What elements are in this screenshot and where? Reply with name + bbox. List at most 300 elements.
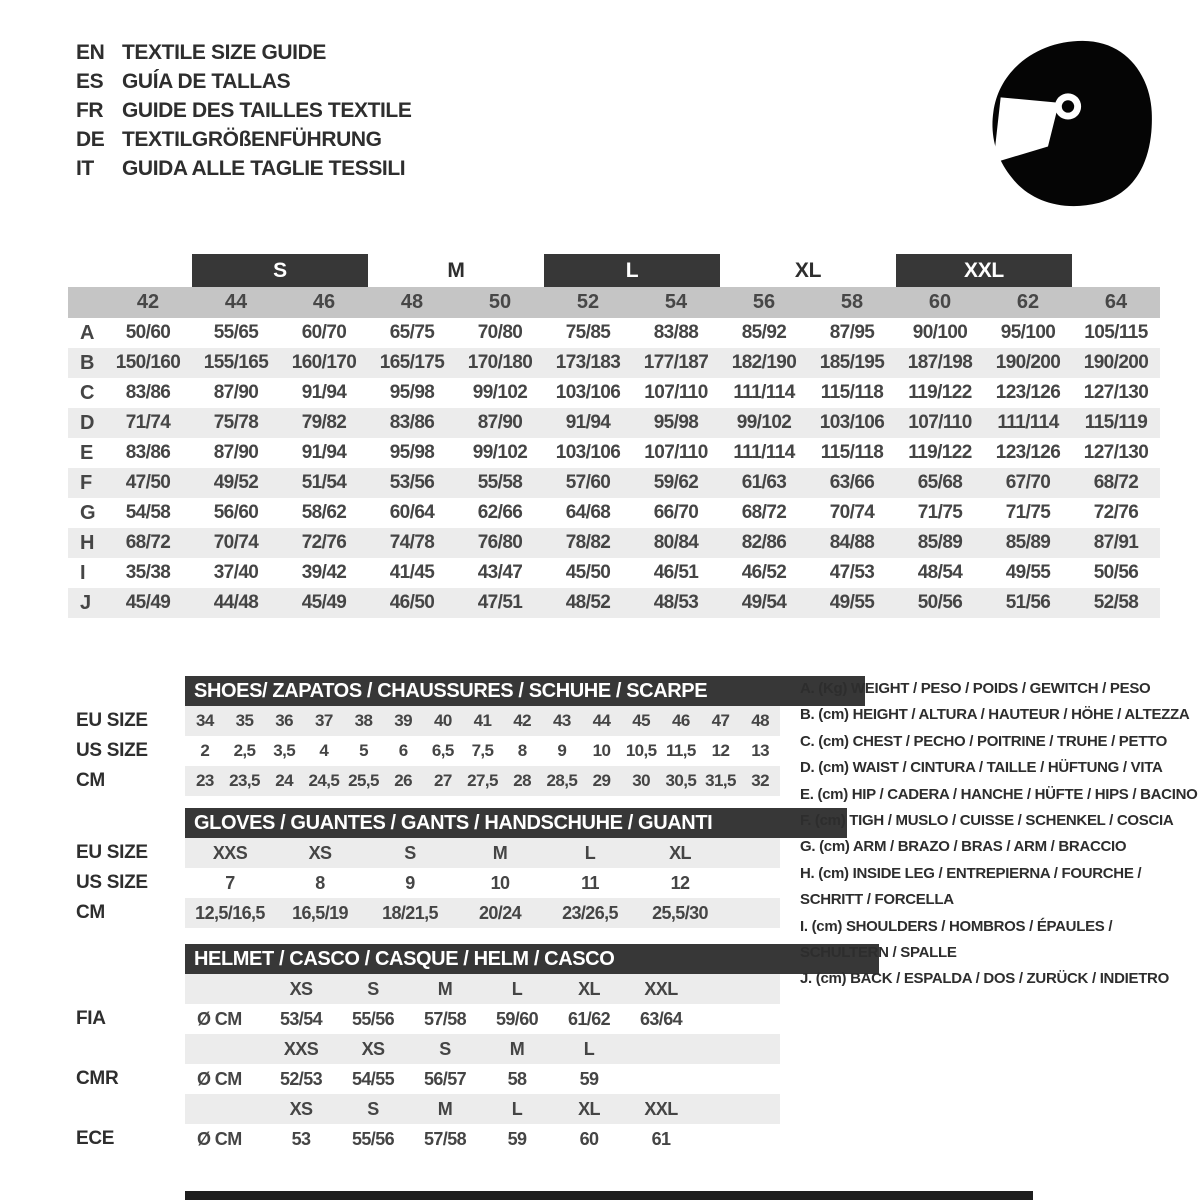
size-value: 55/58 (477, 472, 523, 493)
size-value: 55/65 (213, 322, 259, 343)
value-cell: 36 (275, 711, 294, 730)
size-group-label: S (192, 254, 368, 287)
size-number: 64 (1104, 291, 1128, 313)
value-cell: 40 (433, 711, 452, 730)
size-value: 45/49 (301, 592, 347, 613)
size-value: 99/102 (472, 442, 528, 463)
size-value: 46/51 (653, 562, 699, 583)
size-value: 50/56 (1093, 562, 1139, 583)
size-value: 119/122 (908, 442, 972, 463)
size-value: 47/53 (829, 562, 875, 583)
size-value: 51/54 (301, 472, 347, 493)
size-value: 63/66 (829, 472, 875, 493)
size-value: 39/42 (301, 562, 347, 583)
size-value: 41/45 (389, 562, 435, 583)
value-cell: 4 (319, 741, 329, 760)
value-cell: XS (308, 842, 332, 863)
value-cell: 12 (711, 741, 730, 760)
helmet-values-row (68, 1124, 780, 1154)
value-cell: 24,5 (308, 771, 340, 790)
value-cell: 28,5 (546, 771, 578, 790)
size-value: 99/102 (736, 412, 792, 433)
helmet-size-label: XS (361, 1038, 385, 1059)
value-cell: 35 (235, 711, 254, 730)
row-values (185, 766, 780, 796)
helmet-size-value: 53 (291, 1128, 311, 1149)
value-cell: 2 (200, 741, 210, 760)
size-value: 46/50 (389, 592, 435, 613)
size-value: 105/115 (1084, 322, 1148, 343)
size-value: 127/130 (1083, 442, 1149, 463)
helmet-size-label: XXL (644, 1098, 678, 1119)
size-value: 44/48 (213, 592, 259, 613)
helmet-sizes-row (68, 974, 780, 1004)
size-group-header-row (68, 254, 1160, 287)
size-value: 95/98 (653, 412, 699, 433)
legend-item: A. (Kg) WEIGHT / PESO / POIDS / GEWITCH / PESO (800, 680, 1151, 697)
value-cell: 10 (490, 872, 510, 893)
helmet-size-value: 58 (507, 1068, 527, 1089)
row-letter: H (80, 531, 95, 554)
size-number: 60 (928, 291, 952, 313)
helmet-size-label: L (511, 978, 523, 999)
size-value: 70/74 (829, 502, 875, 523)
size-value: 37/40 (213, 562, 259, 583)
legend-item: H. (cm) INSIDE LEG / ENTREPIERNA / FOURCHE / SCHRITT / FORCELLA (800, 864, 1142, 909)
size-value: 84/88 (829, 532, 875, 553)
size-value: 45/50 (565, 562, 611, 583)
legend-item: F. (cm) TIGH / MUSLO / CUISSE / SCHENKEL / COSCIA (800, 812, 1174, 830)
size-group-label: M (447, 258, 465, 282)
language-code: EN (76, 41, 105, 64)
size-value: 57/60 (565, 472, 611, 493)
size-value: 74/78 (389, 532, 435, 553)
value-cell: 30 (632, 771, 651, 790)
size-value: 65/68 (917, 472, 963, 493)
helmet-sizes (185, 1094, 780, 1124)
size-value: 87/95 (829, 322, 875, 343)
size-value: 103/106 (819, 412, 885, 433)
helmet-size-label: L (511, 1098, 523, 1119)
gloves-rows (68, 838, 780, 928)
helmet-sizes (185, 974, 780, 1004)
value-cell: 9 (405, 872, 415, 893)
value-cell: 46 (671, 711, 690, 730)
size-number: 50 (488, 291, 512, 313)
size-value: 60/70 (301, 322, 347, 343)
row-letter: G (80, 501, 96, 524)
row-label: US SIZE (76, 740, 148, 761)
size-value: 185/195 (819, 352, 885, 373)
helmet-icon-svg (972, 30, 1164, 212)
size-value: 70/74 (213, 532, 259, 553)
row-letter: B (80, 351, 95, 374)
value-cell: 27 (433, 771, 452, 790)
sub-table-row (68, 868, 780, 898)
size-value: 150/160 (115, 352, 181, 373)
row-label: CM (76, 902, 105, 923)
row-values (185, 868, 780, 898)
row-values (185, 898, 780, 928)
value-cell: 31,5 (705, 771, 736, 790)
row-values (185, 706, 780, 736)
size-value: 190/200 (995, 352, 1061, 373)
row-letter: F (80, 471, 93, 494)
row-values (185, 838, 780, 868)
helmet-table-title: HELMET / CASCO / CASQUE / HELM / CASCO (185, 944, 879, 974)
row-label: EU SIZE (76, 710, 148, 731)
value-cell: 32 (751, 771, 770, 790)
size-value: 54/58 (125, 502, 171, 523)
helmet-values (185, 1004, 780, 1034)
helmet-sizes (185, 1034, 780, 1064)
helmet-size-label: XS (289, 978, 313, 999)
size-value: 85/92 (741, 322, 787, 343)
size-value: 60/64 (389, 502, 435, 523)
size-value: 47/51 (477, 592, 523, 613)
size-value: 91/94 (565, 412, 611, 433)
size-value: 82/86 (741, 532, 787, 553)
size-value: 35/38 (125, 562, 171, 583)
sub-table-row (68, 838, 780, 868)
helmet-size-value: 59/60 (495, 1008, 539, 1029)
size-value: 111/114 (733, 382, 795, 403)
size-number: 52 (576, 291, 600, 313)
size-value: 43/47 (477, 562, 523, 583)
helmet-size-value: 55/56 (351, 1008, 395, 1029)
value-cell: 6 (398, 741, 408, 760)
row-letter: J (80, 591, 92, 614)
size-value: 76/80 (477, 532, 523, 553)
size-value: 90/100 (912, 322, 968, 343)
size-value: 115/119 (1084, 412, 1148, 433)
helmet-size-value: 61/62 (567, 1008, 611, 1029)
size-value: 53/56 (389, 472, 435, 493)
helmet-size-label: XL (578, 1098, 600, 1119)
size-value: 91/94 (301, 442, 347, 463)
helmet-size-value: 60 (579, 1128, 599, 1149)
helmet-size-value: 57/58 (423, 1008, 467, 1029)
size-value: 115/118 (820, 442, 884, 463)
value-cell: 25,5/30 (652, 902, 708, 923)
value-cell: 29 (592, 771, 611, 790)
value-cell: 3,5 (273, 741, 296, 760)
value-cell: 10 (592, 741, 611, 760)
helmet-icon (972, 30, 1164, 212)
value-cell: 6,5 (431, 741, 454, 760)
value-cell: 42 (513, 711, 532, 730)
helmet-size-value: 61 (651, 1128, 671, 1149)
value-cell: 34 (195, 711, 214, 730)
size-value: 56/60 (213, 502, 259, 523)
measurement-row (68, 318, 1160, 348)
size-value: 72/76 (1093, 502, 1139, 523)
value-cell: 24 (275, 771, 294, 790)
size-value: 95/98 (389, 382, 435, 403)
value-cell: 23/26,5 (562, 902, 618, 923)
size-number: 48 (400, 291, 424, 313)
size-value: 65/75 (389, 322, 435, 343)
size-value: 75/78 (213, 412, 259, 433)
size-value: 67/70 (1005, 472, 1051, 493)
value-cell: 38 (354, 711, 373, 730)
language-code: DE (76, 128, 105, 151)
value-cell: 23 (195, 771, 214, 790)
value-cell: 7,5 (471, 741, 494, 760)
size-value: 187/198 (907, 352, 973, 373)
helmet-size-label: XXL (644, 978, 678, 999)
size-value: 119/122 (908, 382, 972, 403)
measurement-row (68, 408, 1160, 438)
size-number: 54 (664, 291, 688, 313)
size-value: 83/86 (389, 412, 435, 433)
size-value: 78/82 (565, 532, 611, 553)
shoes-rows (68, 706, 780, 796)
helmet-sizes-row (68, 1034, 780, 1064)
language-code: IT (76, 157, 94, 180)
measurement-legend (800, 676, 1200, 993)
size-value: 49/52 (213, 472, 259, 493)
measurement-rows (68, 318, 1160, 618)
value-cell: 37 (314, 711, 333, 730)
row-label: CM (76, 770, 105, 791)
size-value: 87/90 (477, 412, 523, 433)
sub-table-row (68, 706, 780, 736)
sub-table-row (68, 736, 780, 766)
size-value: 103/106 (555, 382, 621, 403)
size-value: 83/86 (125, 382, 171, 403)
legend-item: D. (cm) WAIST / CINTURA / TAILLE / HÜFTUNG / VITA (800, 759, 1163, 777)
size-number: 42 (136, 291, 160, 313)
helmet-values (185, 1124, 780, 1154)
diameter-prefix: Ø CM (197, 1008, 242, 1029)
size-value: 170/180 (467, 352, 533, 373)
size-value: 173/183 (555, 352, 621, 373)
row-label (68, 974, 185, 1004)
size-value: 59/62 (653, 472, 699, 493)
size-value: 107/110 (908, 412, 972, 433)
helmet-size-value: 55/56 (351, 1128, 395, 1149)
row-label (68, 1034, 185, 1064)
gloves-table-title: GLOVES / GUANTES / GANTS / HANDSCHUHE / GUANTI (185, 808, 847, 838)
size-value: 71/75 (1005, 502, 1051, 523)
value-cell: 7 (225, 872, 235, 893)
size-value: 51/56 (1005, 592, 1051, 613)
legend-item: J. (cm) BACK / ESPALDA / DOS / ZURÜCK / INDIETRO (800, 970, 1169, 988)
size-value: 85/89 (917, 532, 963, 553)
value-cell: 16,5/19 (292, 902, 348, 923)
measurement-row (68, 348, 1160, 378)
sub-table-row (68, 898, 780, 928)
language-code: ES (76, 70, 104, 93)
value-cell: 12 (670, 872, 690, 893)
helmet-size-value: 54/55 (351, 1068, 395, 1089)
value-cell: S (404, 842, 416, 863)
value-cell: 20/24 (478, 902, 522, 923)
measurement-row (68, 588, 1160, 618)
row-label (68, 1094, 185, 1124)
measurement-row (68, 468, 1160, 498)
size-value: 123/126 (995, 442, 1061, 463)
value-cell: 39 (394, 711, 413, 730)
size-value: 50/60 (125, 322, 171, 343)
size-value: 48/53 (653, 592, 699, 613)
size-value: 103/106 (555, 442, 621, 463)
language-title: GUIDE DES TAILLES TEXTILE (122, 99, 412, 122)
language-title: TEXTILGRÖßENFÜHRUNG (122, 128, 382, 151)
value-cell: 27,5 (467, 771, 498, 790)
size-value: 64/68 (565, 502, 611, 523)
value-cell: XL (669, 842, 691, 863)
value-cell: 5 (359, 741, 368, 760)
row-letter: E (80, 441, 94, 464)
row-label: ECE (76, 1128, 115, 1149)
size-value: 155/165 (203, 352, 269, 373)
row-values (185, 736, 780, 766)
language-title-list (76, 38, 411, 183)
value-cell: 11,5 (665, 741, 696, 760)
size-number: 58 (840, 291, 864, 313)
size-value: 48/52 (565, 592, 611, 613)
size-value: 71/74 (125, 412, 171, 433)
legend-item: B. (cm) HEIGHT / ALTURA / HAUTEUR / HÖHE / ALTEZZA (800, 706, 1190, 724)
size-value: 47/50 (125, 472, 171, 493)
value-cell: 13 (751, 741, 770, 760)
measurement-row (68, 378, 1160, 408)
gloves-size-table (68, 808, 780, 928)
value-cell: 11 (581, 872, 599, 893)
size-value: 87/90 (213, 442, 259, 463)
helmet-size-value: 59 (507, 1128, 527, 1149)
textile-size-table (68, 254, 1160, 618)
value-cell: 10,5 (625, 741, 657, 760)
value-cell: 12,5/16,5 (195, 902, 265, 923)
measurement-row (68, 498, 1160, 528)
helmet-size-label: S (439, 1038, 451, 1059)
measurement-row (68, 558, 1160, 588)
row-label: US SIZE (76, 872, 148, 893)
diameter-prefix: Ø CM (197, 1128, 242, 1149)
value-cell: 25,5 (348, 771, 379, 790)
size-number: 46 (312, 291, 336, 313)
size-value: 127/130 (1083, 382, 1149, 403)
size-value: 95/98 (389, 442, 435, 463)
shoes-table-title: SHOES/ ZAPATOS / CHAUSSURES / SCHUHE / SCARPE (185, 676, 865, 706)
row-letter: I (80, 561, 86, 584)
size-value: 85/89 (1005, 532, 1051, 553)
value-cell: M (492, 842, 508, 863)
value-cell: 44 (592, 711, 611, 730)
size-value: 91/94 (301, 382, 347, 403)
value-cell: 8 (517, 741, 527, 760)
size-value: 177/187 (643, 352, 709, 373)
size-value: 107/110 (644, 382, 708, 403)
size-value: 95/100 (1000, 322, 1056, 343)
helmet-size-table (68, 944, 780, 1154)
helmet-size-label: M (437, 1098, 453, 1119)
size-value: 111/114 (997, 412, 1059, 433)
legend-item: I. (cm) SHOULDERS / HOMBROS / ÉPAULES / SCHULTERN / SPALLE (800, 917, 1113, 962)
helmet-size-value: 53/54 (279, 1008, 323, 1029)
diameter-prefix: Ø CM (197, 1068, 242, 1089)
size-value: 115/118 (820, 382, 884, 403)
value-cell: 41 (473, 711, 492, 730)
helmet-size-value: 57/58 (423, 1128, 467, 1149)
size-group-label: XL (794, 258, 822, 282)
value-cell: 9 (557, 741, 567, 760)
size-value: 58/62 (301, 502, 347, 523)
size-value: 50/56 (917, 592, 963, 613)
value-cell: L (584, 842, 596, 863)
value-cell: 26 (394, 771, 413, 790)
helmet-size-label: XS (289, 1098, 313, 1119)
size-value: 190/200 (1083, 352, 1149, 373)
value-cell: 45 (632, 711, 651, 730)
size-value: 49/54 (741, 592, 787, 613)
size-group-label: XXL (896, 254, 1072, 287)
size-value: 49/55 (829, 592, 875, 613)
language-title: GUIDA ALLE TAGLIE TESSILI (122, 157, 406, 180)
size-value: 52/58 (1093, 592, 1139, 613)
size-value: 165/175 (379, 352, 445, 373)
corner-cell (68, 287, 104, 318)
value-cell: 43 (552, 711, 571, 730)
helmet-values (185, 1064, 780, 1094)
size-value: 87/90 (213, 382, 259, 403)
shoes-size-table (68, 676, 780, 796)
value-cell: 8 (315, 872, 325, 893)
helmet-size-label: M (437, 978, 453, 999)
row-label: FIA (76, 1008, 106, 1029)
size-value: 182/190 (731, 352, 797, 373)
helmet-values-row (68, 1064, 780, 1094)
helmet-size-label: L (583, 1038, 595, 1059)
size-value: 75/85 (565, 322, 611, 343)
helmet-size-label: XL (578, 978, 600, 999)
size-value: 68/72 (125, 532, 171, 553)
language-title: GUÍA DE TALLAS (122, 70, 291, 93)
size-value: 61/63 (741, 472, 787, 493)
size-value: 66/70 (653, 502, 699, 523)
row-letter: A (80, 321, 95, 344)
helmet-size-label: XXS (283, 1038, 319, 1059)
measurement-row (68, 438, 1160, 468)
sub-table-row (68, 766, 780, 796)
row-label: EU SIZE (76, 842, 148, 863)
size-value: 123/126 (995, 382, 1061, 403)
size-value: 83/86 (125, 442, 171, 463)
helmet-values-row (68, 1004, 780, 1034)
row-letter: C (80, 381, 95, 404)
value-cell: 2,5 (233, 741, 256, 760)
size-value: 80/84 (653, 532, 699, 553)
size-number: 56 (752, 291, 776, 313)
size-value: 160/170 (291, 352, 357, 373)
value-cell: 28 (513, 771, 532, 790)
size-value: 79/82 (301, 412, 347, 433)
size-group-label: L (544, 254, 720, 287)
value-cell: 23,5 (229, 771, 260, 790)
helmet-size-value: 63/64 (639, 1008, 683, 1029)
helmet-size-value: 56/57 (423, 1068, 467, 1089)
row-letter: D (80, 411, 95, 434)
bottom-divider-bar (185, 1191, 1033, 1200)
size-value: 71/75 (917, 502, 963, 523)
numeric-size-row (68, 287, 1160, 318)
helmet-size-value: 59 (579, 1068, 599, 1089)
legend-item: C. (cm) CHEST / PECHO / POITRINE / TRUHE / PETTO (800, 732, 1168, 750)
size-value: 68/72 (741, 502, 787, 523)
